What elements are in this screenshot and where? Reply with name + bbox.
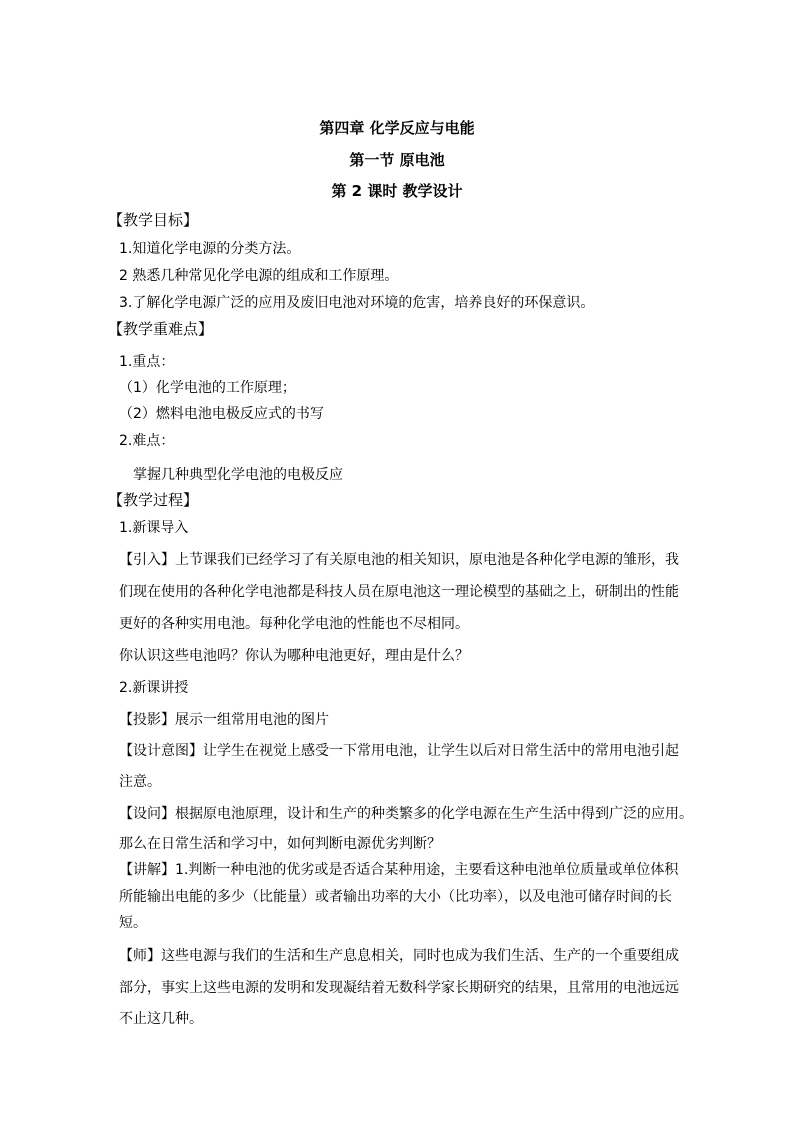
key-points-heading: 【教学重难点】	[108, 320, 214, 338]
difficulty-label: 2.难点：	[119, 433, 175, 449]
goal-item: 3.了解化学电源广泛的应用及废旧电池对环境的危害，培养良好的环保意识。	[119, 295, 595, 311]
intro-line: 们现在使用的各种化学电池都是科技人员在原电池这一理论模型的基础之上，研制出的性能	[119, 584, 679, 600]
question-line: 那么在日常生活和学习中，如何判断电源优劣判断？	[119, 836, 441, 852]
teacher-line: 【师】这些电源与我们的生活和生产息息相关，同时也成为我们生活、生产的一个重要组成	[119, 948, 679, 964]
section-title: 第一节 原电池	[349, 151, 445, 169]
lesson-title: 第 2 课时 教学设计	[331, 182, 463, 200]
goals-heading: 【教学目标】	[108, 211, 199, 229]
chapter-title: 第四章 化学反应与电能	[319, 119, 475, 137]
step-label: 1.新课导入	[119, 520, 189, 536]
focus-item: （2）燃料电池电极反应式的书写	[119, 406, 324, 422]
focus-item: （1）化学电池的工作原理；	[119, 380, 296, 396]
intro-line: 更好的各种实用电池。每种化学电池的性能也不尽相同。	[119, 616, 469, 632]
goal-item: 2 熟悉几种常见化学电源的组成和工作原理。	[119, 268, 399, 284]
intro-line: 【引入】上节课我们已经学习了有关原电池的相关知识，原电池是各种化学电源的雏形，我	[119, 552, 679, 568]
projection-note: 【投影】展示一组常用电池的图片	[119, 712, 329, 728]
design-intent-line: 【设计意图】让学生在视觉上感受一下常用电池，让学生以后对日常生活中的常用电池引起	[119, 743, 679, 759]
goal-item: 1.知道化学电源的分类方法。	[119, 241, 301, 257]
process-heading: 【教学过程】	[108, 491, 199, 509]
lecture-line: 短。	[119, 915, 147, 931]
teacher-line: 不止这几种。	[119, 1011, 203, 1027]
difficulty-text: 掌握几种典型化学电池的电极反应	[133, 467, 343, 483]
step-label: 2.新课讲授	[119, 680, 189, 696]
teacher-line: 部分，事实上这些电源的发明和发现凝结着无数科学家长期研究的结果，且常用的电池远远	[119, 980, 679, 996]
lecture-line: 所能输出电能的多少（比能量）或者输出功率的大小（比功率），以及电池可储存时间的长	[119, 889, 672, 905]
focus-label: 1.重点：	[119, 354, 175, 370]
intro-question: 你认识这些电池吗？你认为哪种电池更好，理由是什么？	[119, 648, 469, 664]
lecture-line: 【讲解】1.判断一种电池的优劣或是否适合某种用途，主要看这种电池单位质量或单位体积	[119, 862, 679, 878]
design-intent-line: 注意。	[119, 774, 161, 790]
question-line: 【设问】根据原电池原理，设计和生产的种类繁多的化学电源在生产生活中得到广泛的应用。	[119, 806, 693, 822]
